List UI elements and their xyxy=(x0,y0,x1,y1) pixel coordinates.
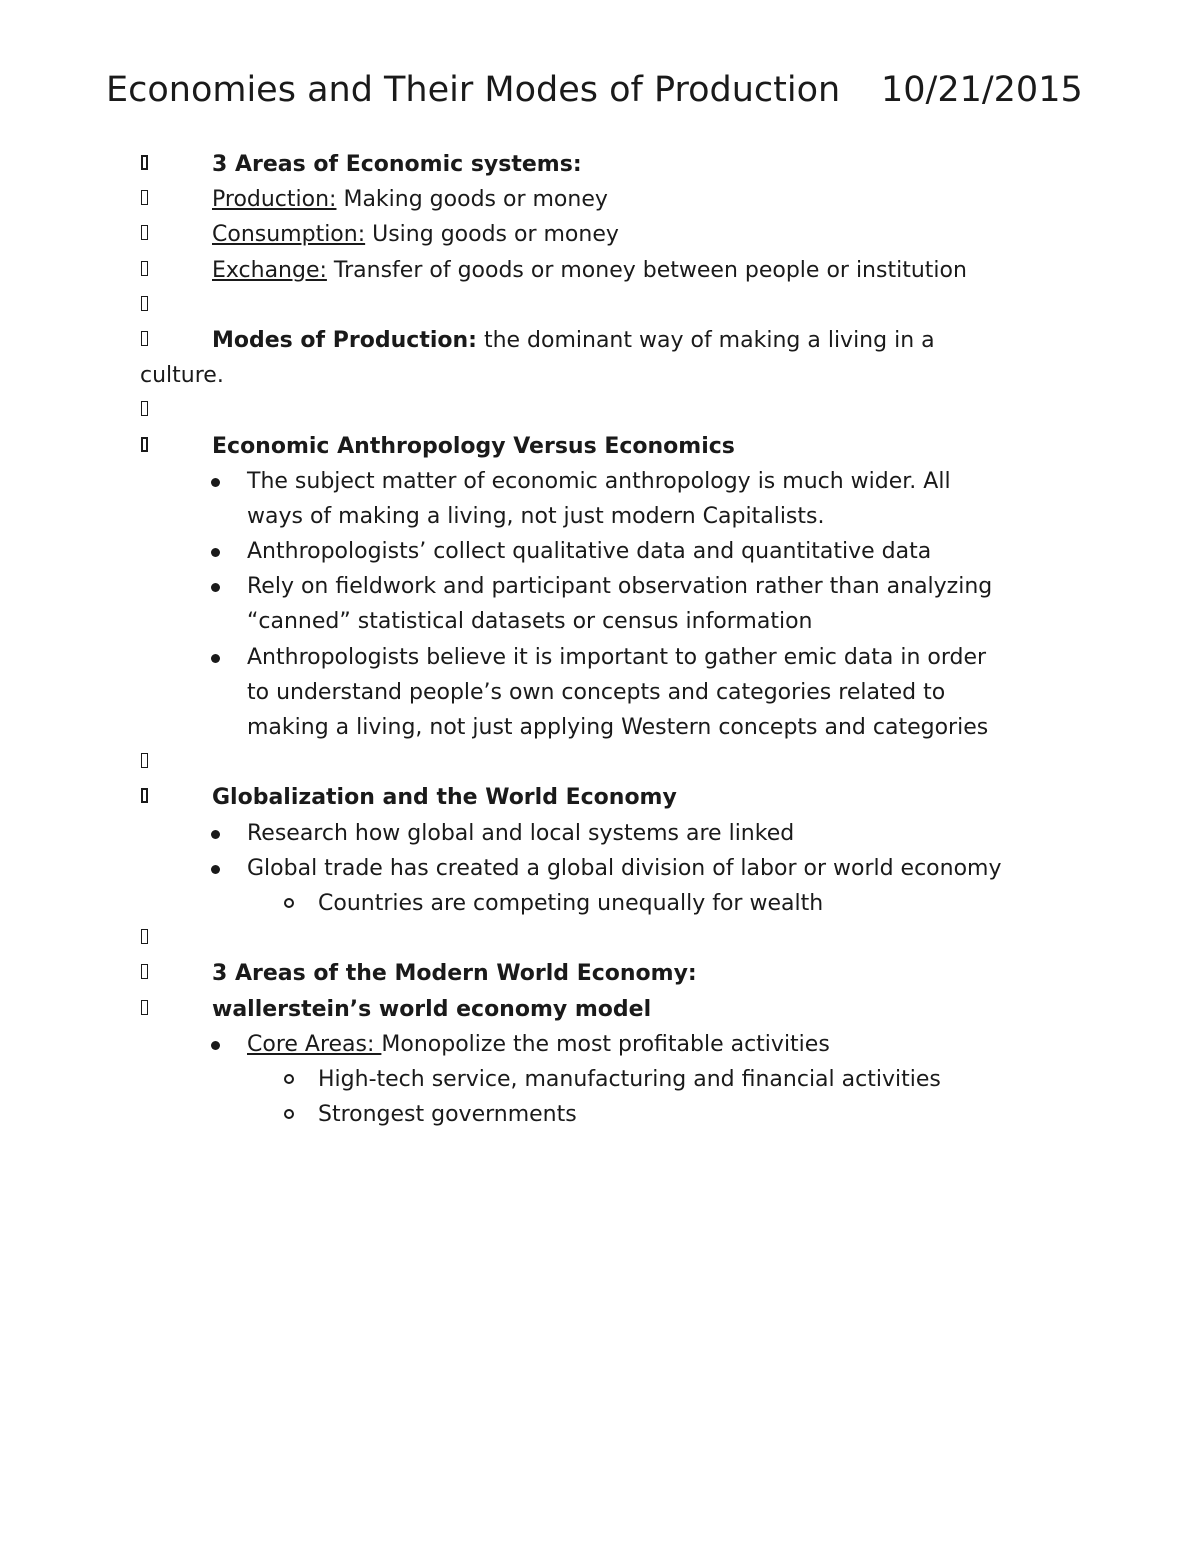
missing-glyph-bullet-icon xyxy=(141,964,148,979)
bullet-dot-icon xyxy=(211,865,220,874)
title-text: Economies and Their Modes of Production xyxy=(106,70,841,110)
bullet-dot-icon xyxy=(211,583,220,592)
bullet-item-core-areas: Core Areas: Monopolize the most profitable activities xyxy=(0,1027,1200,1062)
bullet-item: Anthropologists’ collect qualitative data and quantitative data xyxy=(0,534,1200,569)
missing-glyph-bullet-icon xyxy=(141,437,148,452)
modes-of-production-continuation: culture. xyxy=(140,363,224,389)
missing-glyph-bullet-icon xyxy=(141,788,148,803)
missing-glyph-bullet-icon xyxy=(141,1000,148,1015)
sub-bullet-item: Countries are competing unequally for wealth xyxy=(0,886,1200,921)
sub-bullet-item: Strongest governments xyxy=(0,1097,1200,1132)
bullet-item: The subject matter of economic anthropology is much wider. All xyxy=(0,464,1200,499)
missing-glyph-bullet-icon xyxy=(141,261,148,276)
bullet-circle-icon xyxy=(284,1074,294,1084)
list-item-exchange: Exchange: Transfer of goods or money between people or institution xyxy=(0,253,1200,288)
modes-of-production-definition: Modes of Production: the dominant way of making a living in a xyxy=(0,323,1200,358)
bullet-dot-icon xyxy=(211,830,220,839)
empty-list-item xyxy=(0,393,1200,428)
section-economic-systems-heading: 3 Areas of Economic systems: xyxy=(0,147,1200,182)
bullet-circle-icon xyxy=(284,898,294,908)
bullet-circle-icon xyxy=(284,1109,294,1119)
bullet-dot-icon xyxy=(211,654,220,663)
bullet-item: Anthropologists believe it is important to gather emic data in order xyxy=(0,640,1200,675)
section-wallerstein-heading: wallerstein’s world economy model xyxy=(0,992,1200,1027)
bullet-item: Research how global and local systems are linked xyxy=(0,816,1200,851)
bullet-item-continuation: making a living, not just applying Western concepts and categories xyxy=(247,715,989,740)
missing-glyph-bullet-icon xyxy=(141,225,148,240)
bullet-dot-icon xyxy=(211,1041,220,1050)
list-item-production: Production: Making goods or money xyxy=(0,182,1200,217)
missing-glyph-bullet-icon xyxy=(141,753,148,768)
empty-list-item xyxy=(0,288,1200,323)
document-title xyxy=(106,70,1106,110)
missing-glyph-bullet-icon xyxy=(141,929,148,944)
document-body xyxy=(0,147,1200,1132)
bullet-item-continuation: “canned” statistical datasets or census information xyxy=(247,609,813,635)
section-globalization-heading: Globalization and the World Economy xyxy=(0,780,1200,815)
missing-glyph-bullet-icon xyxy=(141,296,148,311)
bullet-dot-icon xyxy=(211,478,220,487)
missing-glyph-bullet-icon xyxy=(141,155,148,170)
section-anthropology-heading: Economic Anthropology Versus Economics xyxy=(0,429,1200,464)
missing-glyph-bullet-icon xyxy=(141,401,148,416)
bullet-dot-icon xyxy=(211,548,220,557)
bullet-item: Global trade has created a global division of labor or world economy xyxy=(0,851,1200,886)
list-item-consumption: Consumption: Using goods or money xyxy=(0,217,1200,252)
bullet-item-continuation: to understand people’s own concepts and categories related to xyxy=(247,679,946,705)
missing-glyph-bullet-icon xyxy=(141,190,148,205)
section-modern-economy-heading: 3 Areas of the Modern World Economy: xyxy=(0,956,1200,991)
title-date: 10/21/2015 xyxy=(881,70,1083,110)
sub-bullet-item: High-tech service, manufacturing and financial activities xyxy=(0,1062,1200,1097)
empty-list-item xyxy=(0,921,1200,956)
bullet-item-continuation: ways of making a living, not just modern Capitalists. xyxy=(247,503,825,529)
empty-list-item xyxy=(0,745,1200,780)
missing-glyph-bullet-icon xyxy=(141,331,148,346)
bullet-item: Rely on fieldwork and participant observation rather than analyzing xyxy=(0,569,1200,604)
